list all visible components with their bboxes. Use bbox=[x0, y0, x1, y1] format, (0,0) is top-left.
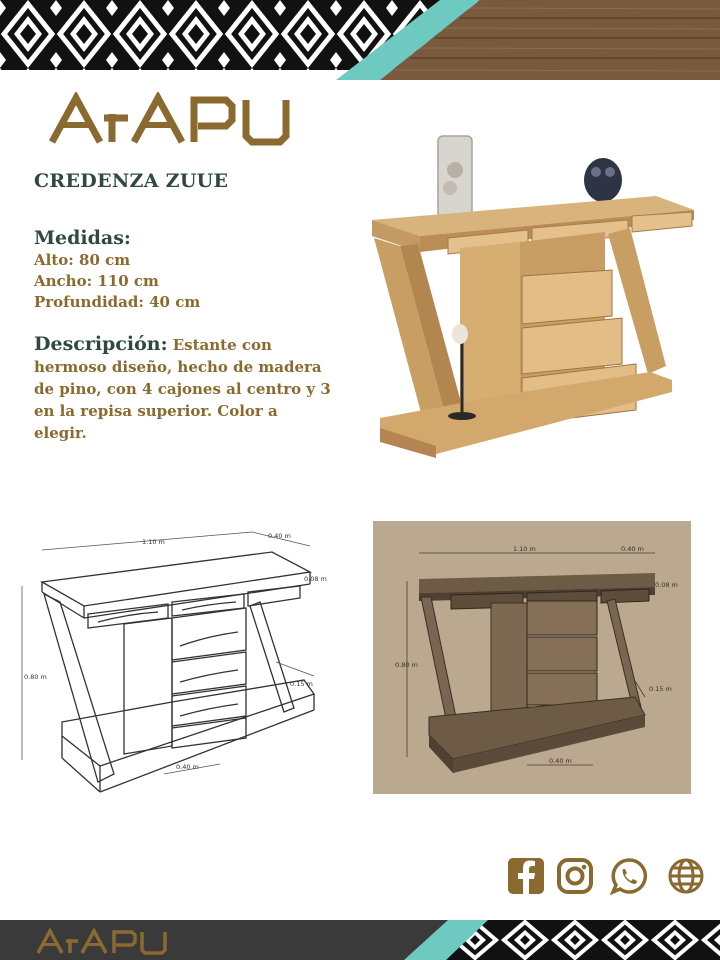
atapu-logo bbox=[48, 92, 293, 150]
depth-label: 0.40 m bbox=[268, 532, 291, 540]
description-text: Estante con hermoso diseño, hecho de madera de pino, con 4 cajones al centro y 3 en la repisa superior. Color a elegir. bbox=[34, 336, 331, 442]
right-base-depth-label: 0.40 m bbox=[549, 757, 572, 765]
height-label: 0.80 m bbox=[24, 673, 47, 681]
measure-width: Ancho: 110 cm bbox=[34, 272, 159, 290]
measure-depth: Profundidad: 40 cm bbox=[34, 293, 201, 311]
right-width-label: 1.10 m bbox=[513, 545, 536, 553]
right-drawer-height-label: 0.08 m bbox=[655, 581, 678, 589]
footer-logo bbox=[36, 928, 170, 956]
drawer-height-label: 0.08 m bbox=[304, 575, 327, 583]
shelf-height-label: 0.15 m bbox=[290, 680, 313, 688]
whatsapp-icon[interactable] bbox=[610, 857, 648, 895]
product-photo bbox=[360, 128, 705, 468]
wood-panel bbox=[340, 0, 720, 80]
globe-icon[interactable] bbox=[667, 857, 705, 895]
right-height-label: 0.80 m bbox=[395, 661, 418, 669]
width-label: 1.10 m bbox=[142, 538, 165, 546]
facebook-icon[interactable] bbox=[507, 857, 545, 895]
measures-block bbox=[34, 226, 334, 313]
description-block bbox=[34, 334, 334, 444]
measure-height: Alto: 80 cm bbox=[34, 251, 131, 269]
instagram-icon[interactable] bbox=[556, 857, 594, 895]
right-shelf-height-label: 0.15 m bbox=[649, 685, 672, 693]
product-title: CREDENZA ZUUE bbox=[34, 170, 229, 192]
base-depth-label: 0.40 m bbox=[176, 763, 199, 771]
description-heading: Descripción: bbox=[34, 333, 168, 355]
right-depth-label: 0.40 m bbox=[621, 545, 644, 553]
rendered-sketch bbox=[373, 521, 691, 794]
measures-heading: Medidas: bbox=[34, 227, 131, 249]
line-sketch-drawing bbox=[14, 522, 334, 797]
